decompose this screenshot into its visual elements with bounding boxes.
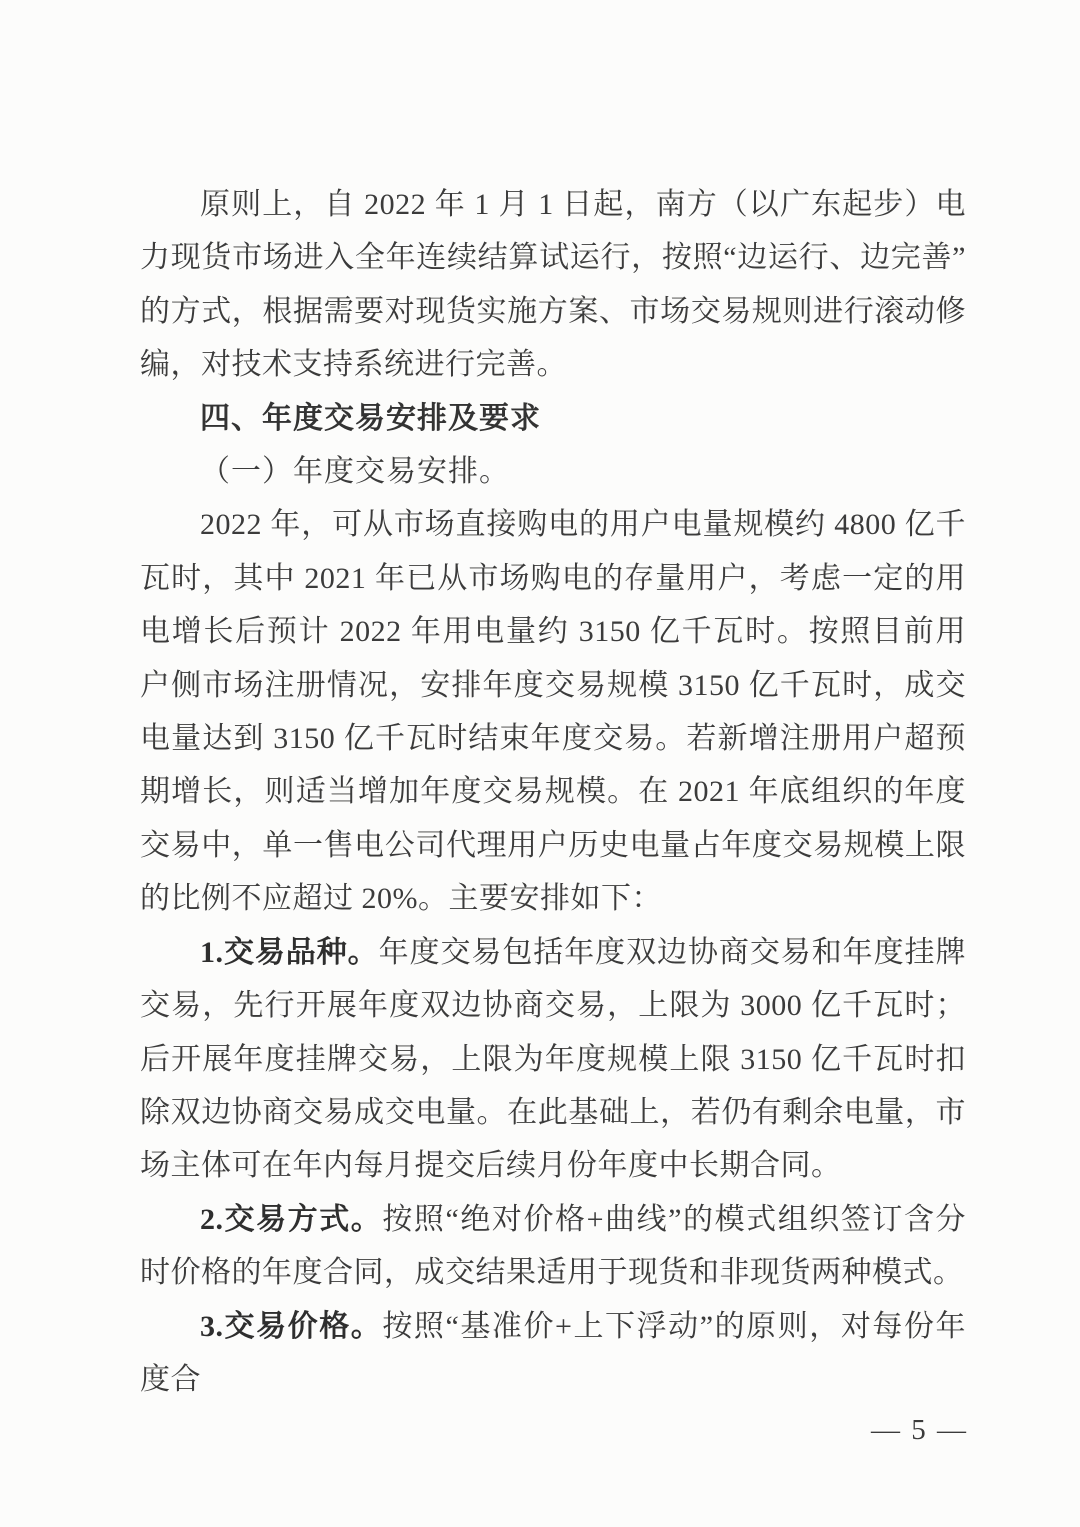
item-3-lead: 3.交易价格。 [200,1309,383,1343]
item-2-lead: 2.交易方式。 [200,1202,383,1236]
paragraph-intro: 原则上，自 2022 年 1 月 1 日起，南方（以广东起步）电力现货市场进入全年连续结算试运行，按照“边运行、边完善”的方式，根据需要对现货实施方案、市场交易规则进行滚动修编，对技术支持系统进行完善。 [140,188,966,382]
subsection-heading: （一）年度交易安排。 [200,455,510,489]
section-heading: 四、年度交易安排及要求 [200,401,541,435]
page-number: — 5 — [871,1414,968,1446]
document-body [140,178,966,1406]
paragraph-item-1 [140,926,966,1193]
paragraph-overview: 2022 年，可从市场直接购电的用户电量规模约 4800 亿千瓦时，其中 2021 年已从市场购电的存量用户，考虑一定的用电增长后预计 2022 年用电量约 3150 亿千瓦时。按照目前用户侧市场注册情况，安排年度交易规模 3150 亿千瓦时，成交电量达到 3150 亿千瓦时结束年度交易。若新增注册用户超预期增长，则适当增加年度交易规模。在 2021 年底组织的年度交易中，单一售电公司代理用户历史电量占年度交易规模上限的比例不应超过 20%。主要安排如下： [140,508,966,916]
item-2-body: 按照“绝对价格+曲线”的模式组织签订含分时价格的年度合同，成交结果适用于现货和非现货两种模式。 [140,1202,967,1290]
item-1-body: 年度交易包括年度双边协商交易和年度挂牌交易，先行开展年度双边协商交易，上限为 3000 亿千瓦时；后开展年度挂牌交易，上限为年度规模上限 3150 亿千瓦时扣除双边协商交易成交电量。在此基础上，若仍有剩余电量，市场主体可在年内每月提交后续月份年度中长期合同。 [140,935,966,1183]
paragraph-item-2 [140,1193,966,1300]
item-3-body: 按照“基准价+上下浮动”的原则，对每份年度合 [140,1309,967,1396]
item-1-lead: 1.交易品种。 [200,935,379,969]
paragraph-item-3 [140,1300,966,1407]
